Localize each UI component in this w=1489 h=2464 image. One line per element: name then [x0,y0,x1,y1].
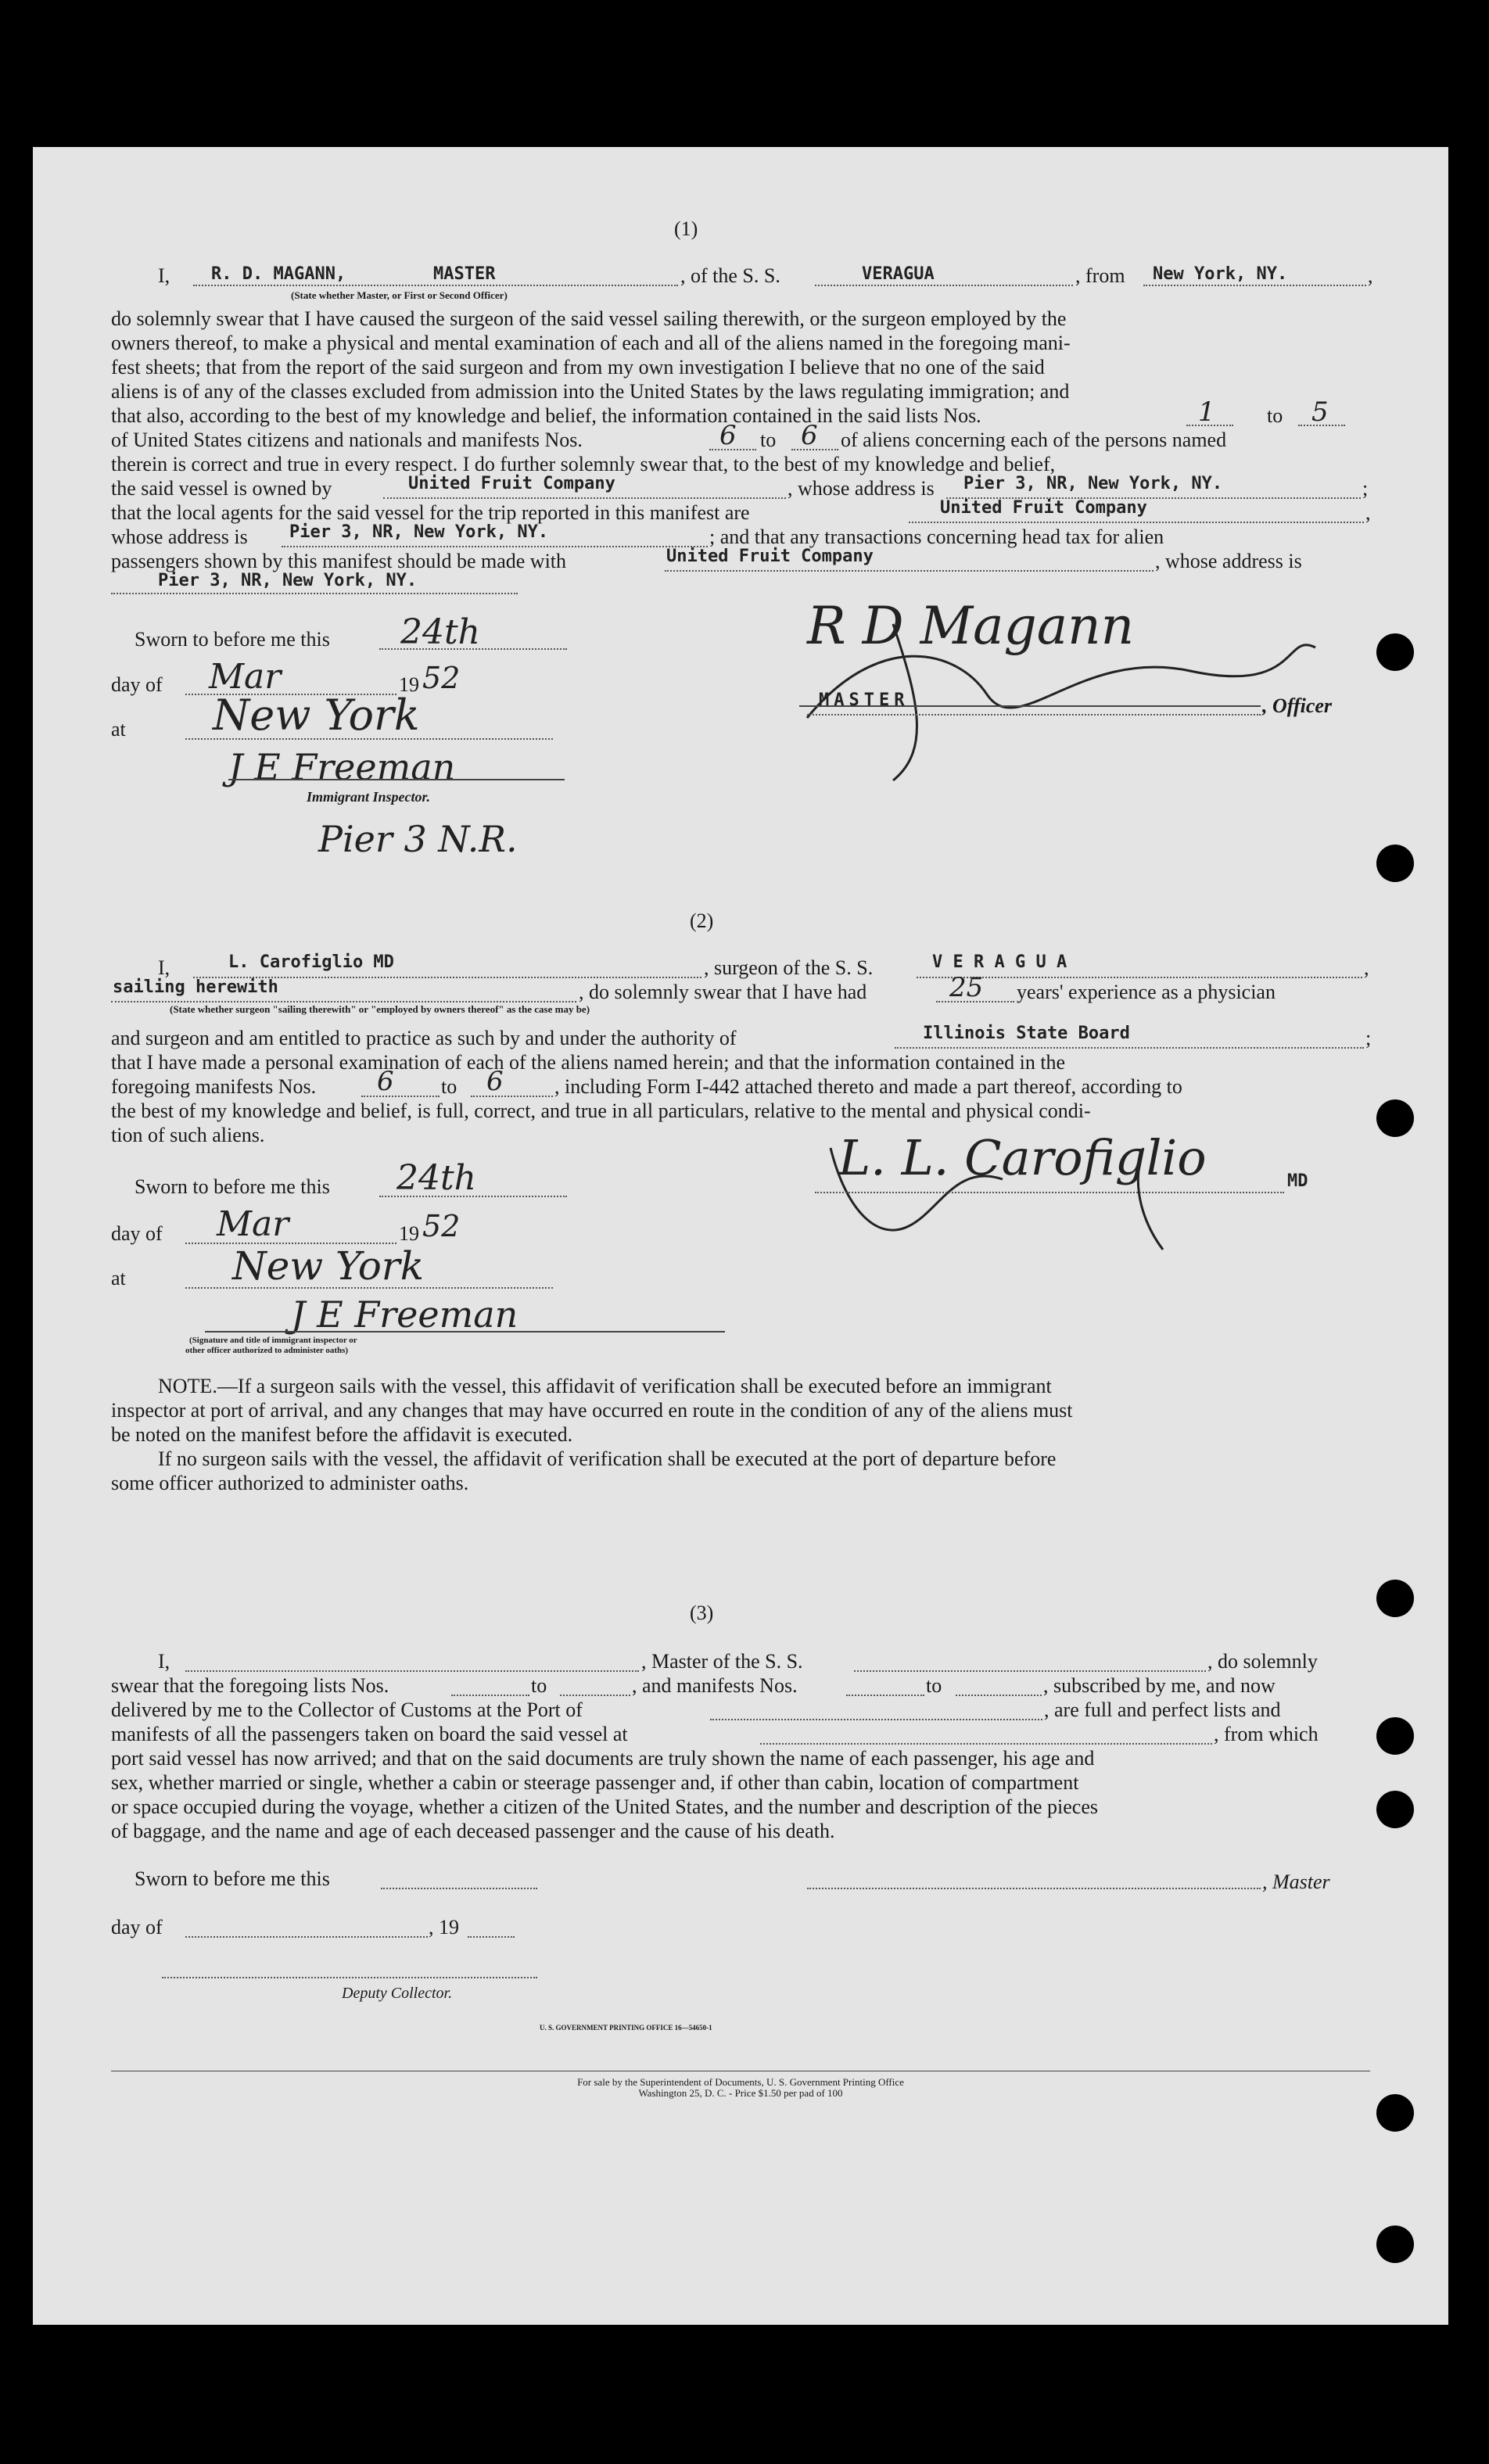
owner-address: Pier 3, NR, New York, NY. [963,474,1223,493]
s1-l11: therein is correct and true in every respect. I do further solemnly swear that, to the best of my knowledge and belief, [111,453,1056,475]
from-port: New York, NY. [1153,264,1288,284]
s3-year-line [468,1936,515,1938]
from-port-line [1143,285,1366,286]
s2-at: at [111,1267,126,1289]
head-tax-party: United Fruit Company [666,547,874,566]
s3-body-1: port said vessel has now arrived; and that on the said documents are truly shown the name of each passenger, his age and [111,1747,1095,1770]
s3-manifests-from-line [846,1695,924,1696]
s3-lists-from-line [451,1695,529,1696]
deputy-line [162,1977,537,1978]
surgeon-signature-line [815,1192,1284,1193]
s3-body-4: of baggage, and the name and age of each deceased passenger and the cause of his death. [111,1820,835,1842]
note-para-1: NOTE.—If a surgeon sails with the vessel, this affidavit of verification shall be executed before an immigrant [158,1375,1052,1397]
s1-l13-comma: , [1365,501,1371,524]
s3-year-label: , 19 [429,1916,459,1939]
s1-year-prefix: 19 [399,673,419,696]
s2-inspector-line [205,1331,725,1332]
s1-comma: , [1368,264,1373,287]
s2-comma: , [1364,956,1369,979]
s1-inspector-signature: J E Freeman [228,746,456,788]
punch-hole [1376,2225,1414,2263]
s2-l7: tion of such aliens. [111,1124,265,1146]
section-2-heading: (2) [690,909,714,932]
inspector-label: Immigrant Inspector. [307,789,431,805]
officer-line [807,714,1261,716]
s2-l2b: years' experience as a physician [1017,981,1276,1003]
s2-day-of: day of [111,1222,163,1245]
s2-vessel-line [917,977,1362,978]
punch-hole [1376,1099,1414,1137]
s3-solemnly: , do solemnly [1207,1650,1318,1673]
s2-l5c: , including Form I-442 attached thereto and made a part thereof, according to [554,1075,1182,1098]
officer-label: , Officer [1262,694,1333,717]
agents-line [909,522,1364,523]
s1-sworn-label: Sworn to before me this [135,628,330,651]
head-tax-address-line [111,593,518,594]
s3-body-2: sex, whether married or single, whether a cabin or steerage passenger and, if other than cabin, location of compartment [111,1771,1079,1794]
lists-from: 1 [1198,396,1215,428]
s1-day-of: day of [111,673,163,696]
s2-l3-semicolon: ; [1365,1027,1372,1049]
s2-l6: the best of my knowledge and belief, is full, correct, and true in all particulars, relative to the mental and physical condi- [111,1099,1091,1122]
vessel-line [815,285,1073,286]
vessel-name: VERAGUA [862,264,935,284]
s2-manifests-to: 6 [486,1066,504,1097]
s1-l12b: , whose address is [788,477,935,500]
s3-master-label: , Master [1262,1870,1330,1893]
agents: United Fruit Company [940,498,1147,518]
s1-l15b: , whose address is [1155,550,1302,572]
s2-month: Mar [217,1204,289,1244]
s1-l9: that also, according to the best of my knowledge and belief, the information contained in the said lists Nos. [111,404,981,427]
s3-i: I, [158,1650,170,1673]
s1-body-1: do solemnly swear that I have caused the surgeon of the said vessel sailing therewith, or the surgeon employed by the [111,307,1067,330]
owner-line [383,497,786,499]
pier-note: Pier 3 N.R. [318,818,518,860]
s3-l3a: delivered by me to the Collector of Customs at the Port of [111,1698,583,1721]
master-name-line [193,285,678,286]
s1-to: to [1267,404,1283,427]
s3-l2b: to [531,1674,547,1697]
sig-note-2: other officer authorized to administer oaths) [185,1346,349,1355]
punch-hole [1376,1580,1414,1617]
s3-l2e: , subscribed by me, and now [1043,1674,1276,1697]
punch-hole [1376,1717,1414,1755]
master-title: MASTER [433,264,496,284]
s2-from-line [361,1096,440,1097]
punch-hole [1376,633,1414,671]
s1-l15a: passengers shown by this manifest should be made with [111,550,567,572]
authority: Illinois State Board [923,1024,1130,1043]
s3-vessel-at-line [760,1743,1212,1745]
s2-inspector-signature: J E Freeman [291,1293,518,1336]
owner: United Fruit Company [408,474,615,493]
s1-of-ss: , of the S. S. [680,264,780,287]
s3-sworn-line [381,1888,537,1889]
s1-l13: that the local agents for the said vessel for the trip reported in this manifest are [111,501,750,524]
s3-master-line [185,1670,639,1672]
s1-place: New York [213,690,420,740]
s1-body-2: owners thereof, to make a physical and mental examination of each and all of the aliens named in the foregoing mani- [111,332,1071,354]
s1-l10c: of aliens concerning each of the persons named [841,429,1227,451]
s3-l2a: swear that the foregoing lists Nos. [111,1674,389,1697]
s1-l14a: whose address is [111,525,248,548]
s3-lists-to-line [560,1695,630,1696]
s1-i: I, [158,264,170,287]
s1-manifests-from: 6 [719,420,737,451]
section-1-heading: (1) [674,217,698,240]
s3-manifests-to-line [956,1695,1042,1696]
s1-l14b: ; and that any transactions concerning head tax for alien [709,525,1164,548]
s2-year-prefix: 19 [399,1222,419,1245]
note-para-4: If no surgeon sails with the vessel, the affidavit of verification shall be executed at the port of departure before [158,1447,1057,1470]
s2-manifests-from: 6 [377,1066,394,1097]
s3-l4a: manifests of all the passengers taken on board the said vessel at [111,1723,628,1745]
manifest-affidavit-page [33,147,1448,2325]
s3-sworn-label: Sworn to before me this [135,1867,330,1890]
surgeon-status-note: (State whether surgeon "sailing therewith" or "employed by owners thereof" as the case may be) [170,1003,590,1015]
punch-hole [1376,2094,1414,2132]
s1-month: Mar [209,657,282,697]
s2-l4: that I have made a personal examination of each of the aliens named herein; and that the information contained in the [111,1051,1066,1074]
s1-year-suffix: 52 [422,661,461,695]
agents-address-line [282,546,708,547]
sailing-herewith: sailing herewith [113,977,278,997]
years-experience: 25 [949,972,984,1003]
s2-sworn-day: 24th [396,1158,477,1198]
s3-vessel-line [854,1670,1206,1672]
signer-title: MASTER [819,690,910,710]
s3-master-signature-line [807,1888,1261,1889]
punch-hole [1376,1791,1414,1828]
s2-year-suffix: 52 [422,1209,461,1243]
s1-semicolon: ; [1362,477,1369,500]
authority-line [895,1047,1364,1049]
s2-i: I, [158,956,170,979]
s2-to-line [471,1096,553,1097]
s2-sworn-label: Sworn to before me this [135,1175,330,1198]
sig-note-1: (Signature and title of immigrant inspector or [189,1336,357,1345]
s3-port-line [710,1719,1042,1720]
s3-day-of: day of [111,1916,163,1939]
punch-hole [1376,845,1414,882]
s2-l3a: and surgeon and am entitled to practice as such by and under the authority of [111,1027,737,1049]
s1-l10b: to [760,429,777,451]
s1-at: at [111,718,126,741]
s3-master-of: , Master of the S. S. [641,1650,803,1673]
s1-inspector-line [228,779,565,780]
head-tax-line [665,570,1154,572]
sale-line-2: Washington 25, D. C. - Price $1.50 per pad of 100 [638,2087,843,2099]
deputy-label: Deputy Collector. [342,1985,453,2002]
s2-l5a: foregoing manifests Nos. [111,1075,317,1098]
s2-surgeon-of: , surgeon of the S. S. [704,956,874,979]
s3-body-3: or space occupied during the voyage, whether a citizen of the United States, and the number and description of the pieces [111,1795,1099,1818]
printing-office: U. S. GOVERNMENT PRINTING OFFICE 16—54650-1 [540,2024,712,2032]
lists-to: 5 [1311,396,1329,428]
note-para-5: some officer authorized to administer oaths. [111,1472,469,1494]
officer-note: (State whether Master, or First or Second Officer) [291,289,508,301]
s3-l2d: to [926,1674,942,1697]
surgeon-name: L. Carofiglio MD [228,952,394,972]
s1-from: , from [1075,264,1125,287]
note-para-3: be noted on the manifest before the affidavit is executed. [111,1423,573,1446]
s2-vessel: V E R A G U A [932,952,1067,972]
sailing-line [111,1001,576,1002]
head-tax-address: Pier 3, NR, New York, NY. [158,571,418,590]
s3-l2c: , and manifests Nos. [632,1674,798,1697]
sale-line-1: For sale by the Superintendent of Documents, U. S. Government Printing Office [577,2076,904,2088]
s2-l5b: to [441,1075,457,1098]
s3-month-line [185,1936,428,1938]
s1-body-3: fest sheets; that from the report of the said surgeon and from my own investigation I believe that no one of the said [111,356,1045,378]
s1-manifests-to: 6 [801,420,818,451]
surgeon-signature: L. L. Carofiglio [838,1129,1207,1186]
s2-place: New York [232,1243,424,1289]
s1-body-4: aliens is of any of the classes excluded from admission into the United States by the laws regulating immigration; and [111,380,1070,403]
master-signature: R D Magann [807,596,1135,656]
s1-l12a: the said vessel is owned by [111,477,332,500]
surgeon-signature-flourish [815,1129,1284,1257]
s3-l4b: , from which [1214,1723,1319,1745]
s2-l2a: , do solemnly swear that I have had [579,981,867,1003]
s1-l10a: of United States citizens and nationals and manifests Nos. [111,429,583,451]
s3-l3b: , are full and perfect lists and [1044,1698,1281,1721]
note-para-2: inspector at port of arrival, and any changes that may have occurred en route in the condition of any of the aliens must [111,1399,1073,1422]
master-name: R. D. MAGANN, [211,264,346,284]
section-3-heading: (3) [690,1601,714,1624]
s1-sworn-day: 24th [400,612,481,652]
agents-address: Pier 3, NR, New York, NY. [289,522,549,542]
surgeon-suffix: MD [1287,1171,1308,1191]
